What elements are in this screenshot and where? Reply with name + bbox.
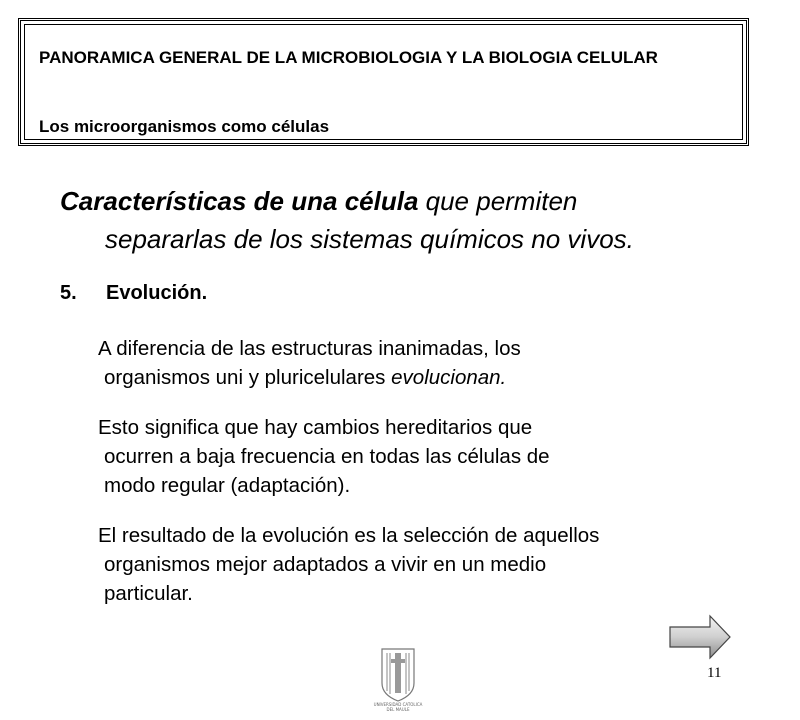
logo-text-top: UNIVERSIDAD CATOLICA xyxy=(373,702,423,707)
header-title: PANORAMICA GENERAL DE LA MICROBIOLOGIA Y LA BIOLOGIA CELULAR xyxy=(39,48,658,67)
right-arrow-icon[interactable] xyxy=(668,614,732,660)
p2-line3: modo regular (adaptación). xyxy=(104,474,351,497)
page-number: 11 xyxy=(707,665,722,681)
logo-text-bottom: DEL MAULE xyxy=(386,707,410,712)
item-label: Evolución. xyxy=(106,282,208,304)
list-item-heading xyxy=(60,282,207,305)
header-frame xyxy=(24,24,743,140)
heading-line2: separarlas de los sistemas químicos no vivos. xyxy=(105,224,634,254)
p1-line2 xyxy=(88,363,778,392)
p3-line1: El resultado de la evolución es la selección de aquellos xyxy=(98,524,600,547)
p2-line1: Esto significa que hay cambios hereditarios que xyxy=(98,416,533,439)
heading-rest: que permiten xyxy=(418,186,578,216)
paragraph-2 xyxy=(88,413,778,500)
p1-line2-plain: organismos uni y pluricelulares xyxy=(104,366,392,389)
p1-line1: A diferencia de las estructuras inanimadas, los xyxy=(98,337,521,360)
header-box xyxy=(18,18,749,146)
heading-bold: Características de una célula xyxy=(60,186,419,216)
p1-line2-italic: evolucionan. xyxy=(391,366,507,389)
paragraph-1 xyxy=(88,334,778,392)
p3-line2: organismos mejor adaptados a vivir en un medio xyxy=(104,553,547,576)
p3-line3: particular. xyxy=(104,582,193,605)
header-subtitle: Los microorganismos como células xyxy=(39,117,330,136)
university-logo-icon xyxy=(370,645,426,713)
p2-line2: ocurren a baja frecuencia en todas las células de xyxy=(104,445,550,468)
item-number: 5. xyxy=(60,282,77,304)
section-heading xyxy=(60,182,780,258)
paragraph-3 xyxy=(88,521,778,608)
